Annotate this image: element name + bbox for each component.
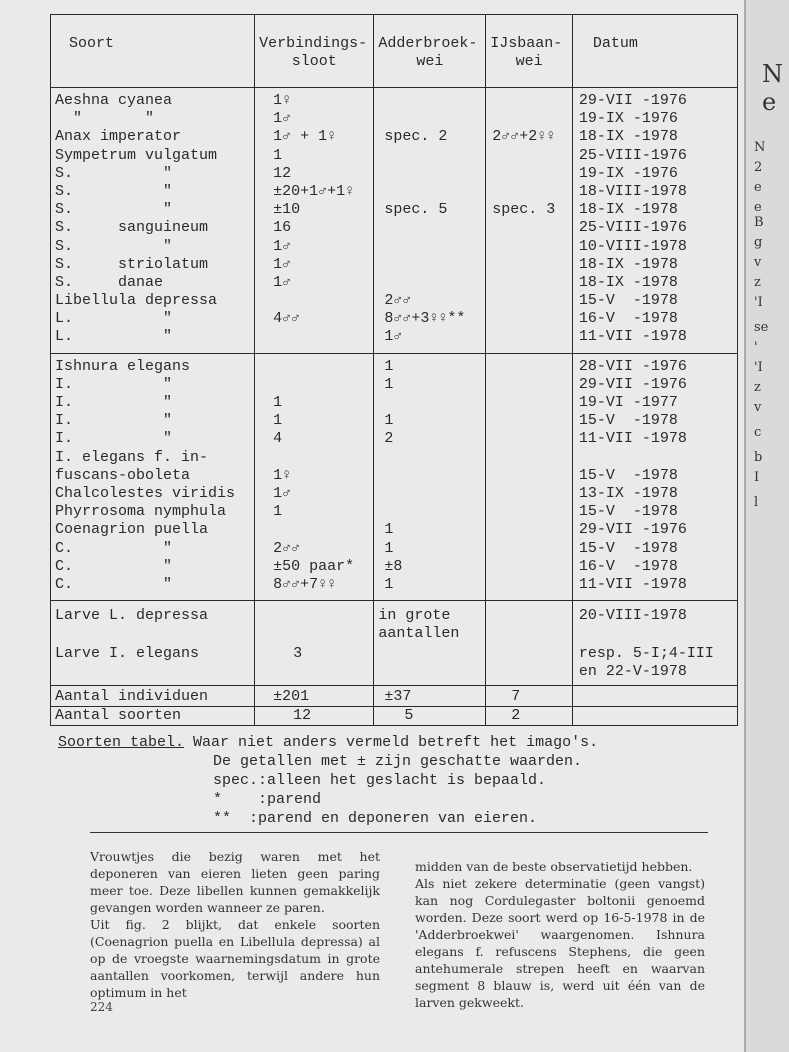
right-paragraph-1: midden van de beste observatietijd hebben. bbox=[415, 859, 693, 874]
count-verbindingssloot: 4♂♂ bbox=[255, 310, 374, 328]
group2-row bbox=[51, 467, 738, 485]
species-name: S. danae bbox=[51, 274, 255, 292]
count-adderbroekwei: 8♂♂+3♀♀** bbox=[374, 310, 486, 328]
count-ijsbaanwei bbox=[486, 183, 573, 201]
species-name: Sympetrum vulgatum bbox=[51, 147, 255, 165]
legend-line-5: ** :parend en deponeren van eieren. bbox=[213, 810, 538, 827]
count-ijsbaanwei bbox=[486, 292, 573, 310]
table-legend bbox=[58, 733, 598, 828]
date: 16-V -1978 bbox=[572, 558, 737, 576]
group1-row bbox=[51, 165, 738, 183]
count-adderbroekwei bbox=[374, 394, 486, 412]
edge-letter: c bbox=[754, 425, 762, 440]
group2-row bbox=[51, 394, 738, 412]
totals-individuen-adder: ±37 bbox=[374, 686, 486, 707]
date: 18-IX -1978 bbox=[572, 256, 737, 274]
count-ijsbaanwei bbox=[486, 328, 573, 353]
count-ijsbaanwei bbox=[486, 576, 573, 601]
edge-letter: v bbox=[754, 400, 762, 415]
date: 19-IX -1976 bbox=[572, 165, 737, 183]
group-totals bbox=[51, 686, 738, 726]
count-verbindingssloot: 12 bbox=[255, 165, 374, 183]
count-ijsbaanwei bbox=[486, 485, 573, 503]
legend-line-3: spec.:alleen het geslacht is bepaald. bbox=[213, 772, 547, 789]
count-adderbroekwei bbox=[374, 219, 486, 237]
count-verbindingssloot: ±20+1♂+1♀ bbox=[255, 183, 374, 201]
group-anisoptera bbox=[51, 88, 738, 354]
count-ijsbaanwei bbox=[486, 601, 573, 644]
group1-row bbox=[51, 310, 738, 328]
edge-letter: ' bbox=[754, 340, 758, 355]
edge-letter: g bbox=[754, 235, 763, 250]
date: 15-V -1978 bbox=[572, 503, 737, 521]
header-verb-line2: sloot bbox=[291, 53, 337, 70]
date: 28-VII -1976 bbox=[572, 353, 737, 376]
date: 11-VII -1978 bbox=[572, 576, 737, 601]
edge-letter: e bbox=[762, 88, 777, 116]
count-ijsbaanwei bbox=[486, 467, 573, 485]
group2-row bbox=[51, 485, 738, 503]
species-name: L. " bbox=[51, 328, 255, 353]
group1-row bbox=[51, 147, 738, 165]
count-adderbroekwei: 1 bbox=[374, 521, 486, 539]
edge-letter: b bbox=[754, 450, 763, 465]
edge-letter: se bbox=[754, 320, 769, 335]
count-verbindingssloot: 1♀ bbox=[255, 88, 374, 111]
date: 18-IX -1978 bbox=[572, 128, 737, 146]
date: 29-VII -1976 bbox=[572, 376, 737, 394]
header-adder-line2: wei bbox=[416, 53, 444, 70]
legend-text-1: Waar niet anders vermeld betreft het imago's. bbox=[184, 734, 599, 751]
edge-letter: l bbox=[754, 495, 759, 510]
group1-row bbox=[51, 292, 738, 310]
count-ijsbaanwei bbox=[486, 394, 573, 412]
date: 16-V -1978 bbox=[572, 310, 737, 328]
count-verbindingssloot: 1 bbox=[255, 503, 374, 521]
legend-title: Soorten tabel. bbox=[58, 734, 185, 751]
header-verb-line1: Verbindings- bbox=[259, 35, 368, 52]
count-ijsbaanwei bbox=[486, 274, 573, 292]
count-verbindingssloot bbox=[255, 449, 374, 467]
header-verbindingssloot bbox=[255, 15, 374, 88]
count-ijsbaanwei bbox=[486, 430, 573, 448]
totals-individuen-label: Aantal individuen bbox=[51, 686, 255, 707]
species-name: Ishnura elegans bbox=[51, 353, 255, 376]
count-adderbroekwei: in grote aantallen bbox=[374, 601, 486, 644]
count-ijsbaanwei bbox=[486, 219, 573, 237]
edge-letter: 2 bbox=[754, 160, 763, 175]
header-datum: Datum bbox=[572, 15, 737, 88]
group1-row bbox=[51, 128, 738, 146]
count-adderbroekwei: 1 bbox=[374, 353, 486, 376]
species-name: Larve L. depressa bbox=[51, 601, 255, 644]
totals-soorten-ijs: 2 bbox=[486, 707, 573, 726]
species-name: I. " bbox=[51, 376, 255, 394]
edge-letter: z bbox=[754, 380, 761, 395]
date: 15-V -1978 bbox=[572, 467, 737, 485]
count-adderbroekwei bbox=[374, 274, 486, 292]
count-adderbroekwei: spec. 5 bbox=[374, 201, 486, 219]
count-verbindingssloot: 1 bbox=[255, 394, 374, 412]
count-verbindingssloot: ±10 bbox=[255, 201, 374, 219]
count-verbindingssloot bbox=[255, 292, 374, 310]
count-ijsbaanwei: 2♂♂+2♀♀ bbox=[486, 128, 573, 146]
count-adderbroekwei: ±8 bbox=[374, 558, 486, 576]
count-verbindingssloot: 2♂♂ bbox=[255, 540, 374, 558]
edge-letter: 'I bbox=[754, 360, 763, 375]
totals-individuen-row bbox=[51, 686, 738, 707]
species-name: I. " bbox=[51, 412, 255, 430]
count-ijsbaanwei bbox=[486, 310, 573, 328]
count-verbindingssloot: 4 bbox=[255, 430, 374, 448]
edge-letter: N bbox=[762, 60, 783, 88]
count-adderbroekwei bbox=[374, 485, 486, 503]
date: 18-IX -1978 bbox=[572, 274, 737, 292]
date: 25-VIII-1976 bbox=[572, 219, 737, 237]
species-name: S. " bbox=[51, 165, 255, 183]
count-verbindingssloot bbox=[255, 601, 374, 644]
date: 11-VII -1978 bbox=[572, 328, 737, 353]
table-header-row bbox=[51, 15, 738, 88]
count-verbindingssloot: 3 bbox=[255, 643, 374, 686]
count-ijsbaanwei bbox=[486, 147, 573, 165]
group2-row bbox=[51, 430, 738, 448]
totals-soorten-label: Aantal soorten bbox=[51, 707, 255, 726]
count-adderbroekwei: 2 bbox=[374, 430, 486, 448]
edge-letter: N bbox=[754, 140, 766, 155]
species-name: Coenagrion puella bbox=[51, 521, 255, 539]
legend-line-2: De getallen met ± zijn geschatte waarden. bbox=[213, 753, 583, 770]
body-column-left bbox=[90, 848, 380, 1001]
date: resp. 5-I;4-III en 22-V-1978 bbox=[572, 643, 737, 686]
header-soort: Soort bbox=[51, 15, 255, 88]
species-name: Anax imperator bbox=[51, 128, 255, 146]
group1-row bbox=[51, 183, 738, 201]
count-verbindingssloot: 1♀ bbox=[255, 467, 374, 485]
group2-row bbox=[51, 576, 738, 601]
count-ijsbaanwei bbox=[486, 558, 573, 576]
count-adderbroekwei bbox=[374, 503, 486, 521]
count-adderbroekwei: 2♂♂ bbox=[374, 292, 486, 310]
edge-letter: e bbox=[754, 180, 762, 195]
larvae-row bbox=[51, 601, 738, 644]
count-verbindingssloot bbox=[255, 353, 374, 376]
species-name: I. elegans f. in- bbox=[51, 449, 255, 467]
species-name: S. " bbox=[51, 238, 255, 256]
count-verbindingssloot bbox=[255, 521, 374, 539]
count-adderbroekwei: 1 bbox=[374, 576, 486, 601]
species-name: Larve I. elegans bbox=[51, 643, 255, 686]
group-larvae bbox=[51, 601, 738, 686]
count-ijsbaanwei bbox=[486, 449, 573, 467]
species-table bbox=[50, 14, 738, 726]
count-verbindingssloot: 1 bbox=[255, 147, 374, 165]
count-adderbroekwei: 1♂ bbox=[374, 328, 486, 353]
count-verbindingssloot: 1♂ bbox=[255, 485, 374, 503]
header-ijs-line2: wei bbox=[515, 53, 543, 70]
count-verbindingssloot: 1 bbox=[255, 412, 374, 430]
count-ijsbaanwei bbox=[486, 643, 573, 686]
group2-row bbox=[51, 503, 738, 521]
species-name: C. " bbox=[51, 558, 255, 576]
date bbox=[572, 449, 737, 467]
count-verbindingssloot: 8♂♂+7♀♀ bbox=[255, 576, 374, 601]
count-ijsbaanwei bbox=[486, 503, 573, 521]
species-name: L. " bbox=[51, 310, 255, 328]
page-number: 224 bbox=[90, 1000, 113, 1014]
totals-individuen-ijs: 7 bbox=[486, 686, 573, 707]
count-adderbroekwei bbox=[374, 643, 486, 686]
edge-letter: v bbox=[754, 255, 762, 270]
date: 18-VIII-1978 bbox=[572, 183, 737, 201]
left-paragraph-1: Vrouwtjes die bezig waren met het deponeren van eieren lieten geen paring meer toe. Deze libellen kunnen gemakkelijk gevangen worden wanneer ze paren. bbox=[90, 849, 380, 915]
count-verbindingssloot: 16 bbox=[255, 219, 374, 237]
count-adderbroekwei bbox=[374, 467, 486, 485]
date: 19-IX -1976 bbox=[572, 110, 737, 128]
date: 25-VIII-1976 bbox=[572, 147, 737, 165]
legend-line-4: * :parend bbox=[213, 791, 322, 808]
count-adderbroekwei bbox=[374, 165, 486, 183]
group1-row bbox=[51, 328, 738, 353]
group2-row bbox=[51, 412, 738, 430]
group1-row bbox=[51, 110, 738, 128]
date: 18-IX -1978 bbox=[572, 201, 737, 219]
date: 10-VIII-1978 bbox=[572, 238, 737, 256]
group2-row bbox=[51, 376, 738, 394]
date: 15-V -1978 bbox=[572, 292, 737, 310]
date: 11-VII -1978 bbox=[572, 430, 737, 448]
count-ijsbaanwei bbox=[486, 521, 573, 539]
count-ijsbaanwei bbox=[486, 353, 573, 376]
count-adderbroekwei bbox=[374, 183, 486, 201]
date: 29-VII -1976 bbox=[572, 88, 737, 111]
group1-row bbox=[51, 256, 738, 274]
totals-individuen-datum bbox=[572, 686, 737, 707]
group2-row bbox=[51, 558, 738, 576]
species-name: S. striolatum bbox=[51, 256, 255, 274]
edge-letter: I bbox=[754, 470, 760, 485]
header-adder-line1: Adderbroek- bbox=[378, 35, 478, 52]
species-name: S. " bbox=[51, 183, 255, 201]
count-adderbroekwei bbox=[374, 88, 486, 111]
group2-row bbox=[51, 449, 738, 467]
date: 29-VII -1976 bbox=[572, 521, 737, 539]
count-ijsbaanwei bbox=[486, 376, 573, 394]
count-ijsbaanwei bbox=[486, 540, 573, 558]
edge-letter: B bbox=[754, 215, 764, 230]
totals-individuen-verb: ±201 bbox=[255, 686, 374, 707]
totals-soorten-row bbox=[51, 707, 738, 726]
count-adderbroekwei: spec. 2 bbox=[374, 128, 486, 146]
date: 20-VIII-1978 bbox=[572, 601, 737, 644]
edge-letter: e bbox=[754, 200, 762, 215]
species-name: C. " bbox=[51, 540, 255, 558]
count-verbindingssloot: 1♂ bbox=[255, 274, 374, 292]
group1-row bbox=[51, 201, 738, 219]
count-verbindingssloot: 1♂ bbox=[255, 110, 374, 128]
header-ijs-line1: IJsbaan- bbox=[490, 35, 563, 52]
count-adderbroekwei bbox=[374, 238, 486, 256]
count-adderbroekwei bbox=[374, 449, 486, 467]
count-adderbroekwei: 1 bbox=[374, 376, 486, 394]
totals-soorten-adder: 5 bbox=[374, 707, 486, 726]
count-ijsbaanwei bbox=[486, 165, 573, 183]
totals-soorten-datum bbox=[572, 707, 737, 726]
group2-row bbox=[51, 521, 738, 539]
date: 15-V -1978 bbox=[572, 412, 737, 430]
species-name: Chalcolestes viridis bbox=[51, 485, 255, 503]
species-name: I. " bbox=[51, 394, 255, 412]
count-adderbroekwei bbox=[374, 110, 486, 128]
body-column-right bbox=[415, 858, 705, 1011]
group1-row bbox=[51, 238, 738, 256]
group2-row bbox=[51, 540, 738, 558]
group2-row bbox=[51, 353, 738, 376]
species-name: Libellula depressa bbox=[51, 292, 255, 310]
legend-line-1 bbox=[58, 733, 598, 752]
species-name: S. " bbox=[51, 201, 255, 219]
edge-letter: z bbox=[754, 275, 761, 290]
count-adderbroekwei bbox=[374, 147, 486, 165]
species-name: Aeshna cyanea bbox=[51, 88, 255, 111]
group1-row bbox=[51, 219, 738, 237]
larvae-row bbox=[51, 643, 738, 686]
group1-row bbox=[51, 274, 738, 292]
count-verbindingssloot: 1♂ bbox=[255, 238, 374, 256]
group-zygoptera bbox=[51, 353, 738, 600]
section-divider bbox=[90, 832, 708, 833]
header-adderbroekwei bbox=[374, 15, 486, 88]
count-ijsbaanwei bbox=[486, 238, 573, 256]
date: 15-V -1978 bbox=[572, 540, 737, 558]
edge-letter: 'I bbox=[754, 295, 763, 310]
count-ijsbaanwei bbox=[486, 412, 573, 430]
species-name: S. sanguineum bbox=[51, 219, 255, 237]
count-adderbroekwei: 1 bbox=[374, 540, 486, 558]
date: 13-IX -1978 bbox=[572, 485, 737, 503]
count-verbindingssloot: 1♂ bbox=[255, 256, 374, 274]
species-name: I. " bbox=[51, 430, 255, 448]
header-ijsbaanwei bbox=[486, 15, 573, 88]
group1-row bbox=[51, 88, 738, 111]
count-ijsbaanwei bbox=[486, 256, 573, 274]
count-verbindingssloot: ±50 paar* bbox=[255, 558, 374, 576]
count-ijsbaanwei bbox=[486, 110, 573, 128]
species-name: fuscans-oboleta bbox=[51, 467, 255, 485]
left-paragraph-2: Uit fig. 2 blijkt, dat enkele soorten (Coenagrion puella en Libellula depressa) al op de vroegste waarnemingsdatum in grote aantallen voorkomen, terwijl andere hun optimum in het bbox=[90, 917, 380, 1000]
count-ijsbaanwei: spec. 3 bbox=[486, 201, 573, 219]
date: 19-VI -1977 bbox=[572, 394, 737, 412]
species-name: " " bbox=[51, 110, 255, 128]
count-verbindingssloot bbox=[255, 328, 374, 353]
adjacent-page-edge bbox=[744, 0, 789, 1052]
right-paragraph-2: Als niet zekere determinatie (geen vangst) kan nog Cordulegaster boltonii genoemd worden. Deze soort werd op 16-5-1978 in de 'Adderbroekwei' waargenomen. Ishnura elegans f. refuscens Stephens, die geen antehumerale strepen heeft en waarvan segment 8 blauw is, werd uit één van de larven gekweekt. bbox=[415, 876, 705, 1010]
count-verbindingssloot: 1♂ + 1♀ bbox=[255, 128, 374, 146]
count-adderbroekwei bbox=[374, 256, 486, 274]
count-adderbroekwei: 1 bbox=[374, 412, 486, 430]
totals-soorten-verb: 12 bbox=[255, 707, 374, 726]
count-ijsbaanwei bbox=[486, 88, 573, 111]
species-name: C. " bbox=[51, 576, 255, 601]
count-verbindingssloot bbox=[255, 376, 374, 394]
species-name: Phyrrosoma nymphula bbox=[51, 503, 255, 521]
